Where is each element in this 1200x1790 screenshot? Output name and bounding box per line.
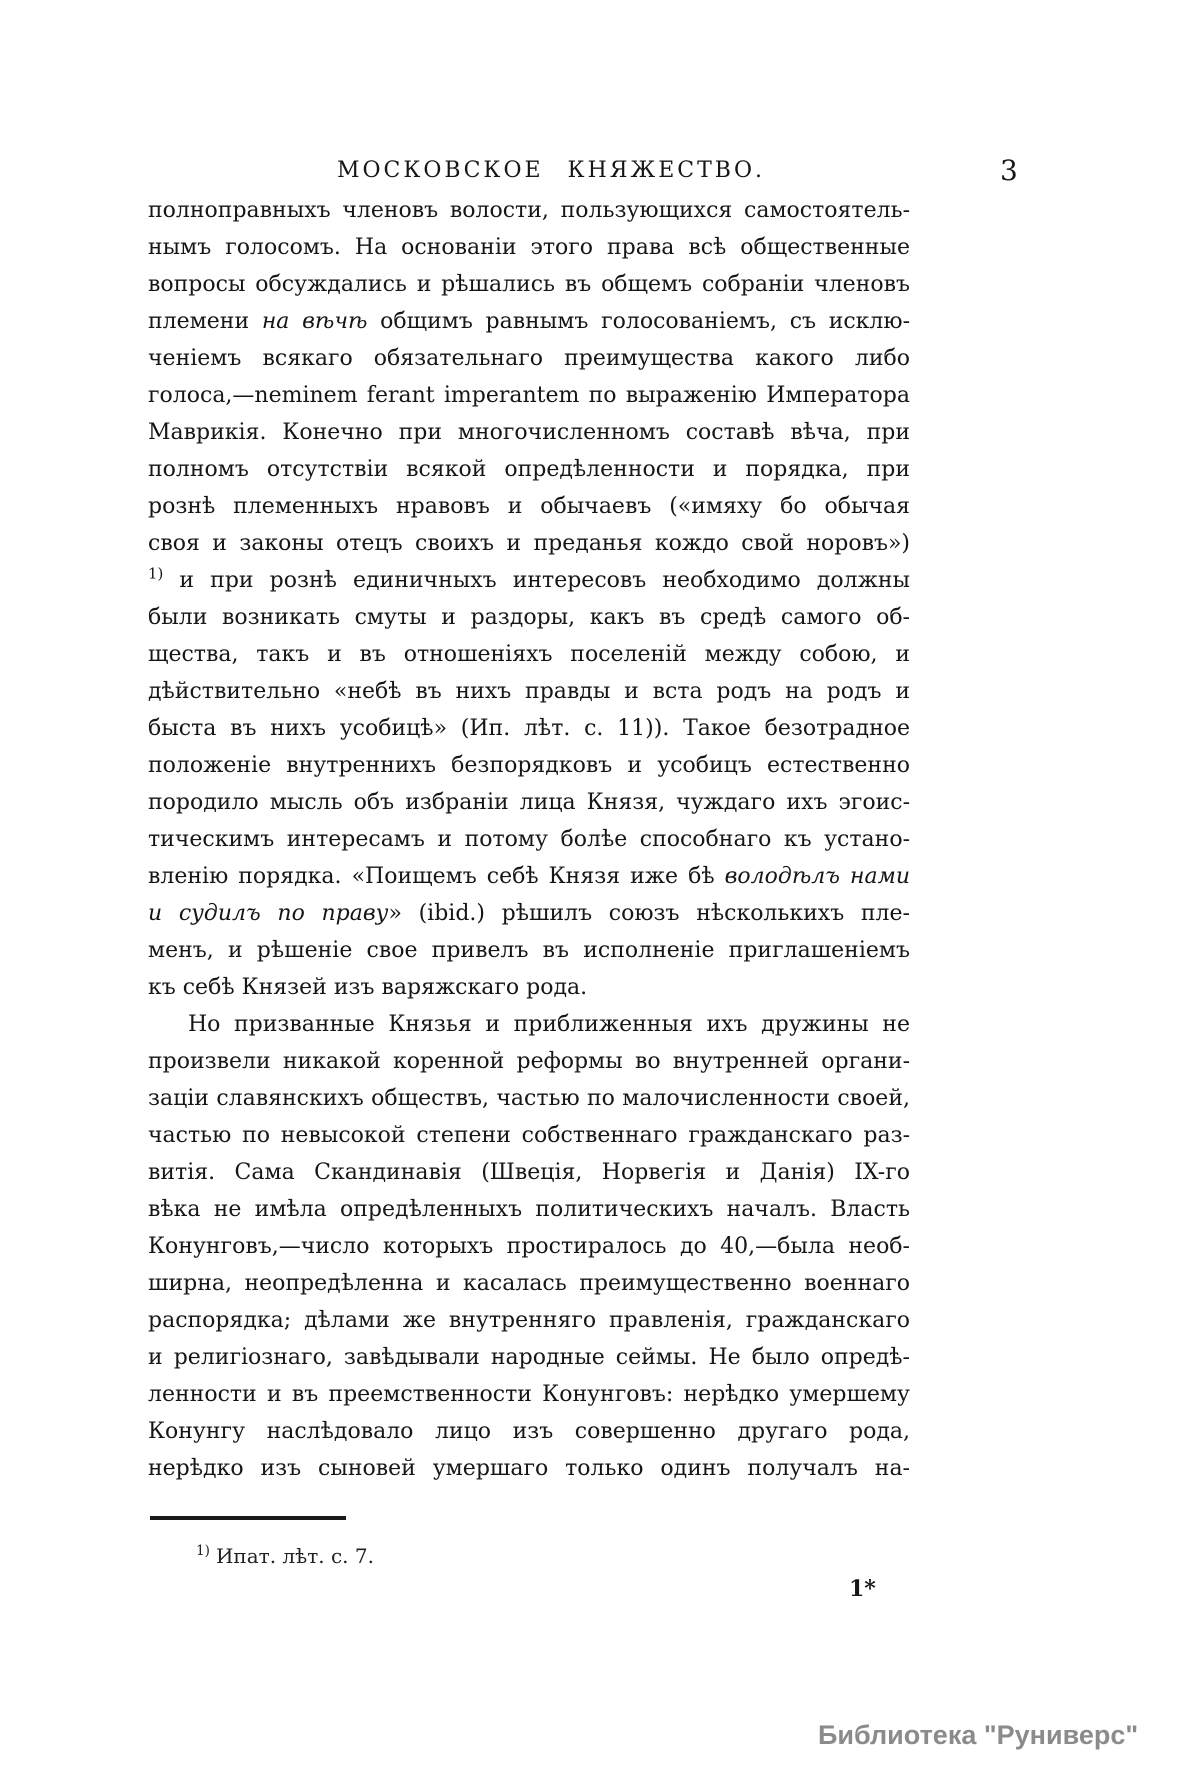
body-text bbox=[148, 192, 910, 1487]
text-line: частью по невысокой степени собственнаго гражданскаго раз- bbox=[148, 1123, 910, 1148]
text-line: къ себѣ Князей изъ варяжскаго рода. bbox=[148, 975, 588, 1000]
text-line: и судилъ по праву» (ibid.) рѣшилъ союзъ нѣсколькихъ пле- bbox=[148, 901, 910, 926]
text-line: нерѣдко изъ сыновей умершаго только одинъ получалъ на- bbox=[148, 1456, 910, 1481]
text-line: щества, такъ и въ отношеніяхъ поселеній между собою, и bbox=[148, 642, 910, 667]
text-line: были возникать смуты и раздоры, какъ въ средѣ самого об- bbox=[148, 605, 910, 630]
text-line: дѣйствительно «небѣ въ нихъ правды и вста родъ на родъ и bbox=[148, 679, 910, 704]
text-line: вопросы обсуждались и рѣшались въ общемъ собраніи членовъ bbox=[148, 272, 910, 297]
text-line: вѣка не имѣла опредѣленныхъ политическихъ началъ. Власть bbox=[148, 1197, 910, 1222]
text-line: Конунговъ,—число которыхъ простиралось до 40,—была необ- bbox=[148, 1234, 910, 1259]
text-line: ченіемъ всякаго обязательнаго преимущества какого либо bbox=[148, 346, 910, 371]
text-line: ленности и въ преемственности Конунговъ: нерѣдко умершему bbox=[148, 1382, 910, 1407]
footnote-text: Ипат. лѣт. с. 7. bbox=[215, 1544, 374, 1568]
footnote-rule bbox=[150, 1516, 346, 1520]
text-line: $^{1)}$ и при рознѣ единичныхъ интересовъ необходимо должны bbox=[148, 564, 910, 593]
text-line: Маврикія. Конечно при многочисленномъ составѣ вѣча, при bbox=[148, 420, 910, 445]
watermark: Библиотека "Руниверс" bbox=[818, 1720, 1139, 1750]
text-line: Но призванные Князья и приближенныя ихъ дружины не bbox=[188, 1012, 910, 1037]
text-line: положеніе внутреннихъ безпорядковъ и усобицъ естественно bbox=[148, 753, 910, 778]
text-line: распорядка; дѣлами же внутренняго правленія, гражданскаго bbox=[148, 1308, 910, 1333]
signature-mark: 1* bbox=[849, 1576, 876, 1602]
text-line: полноправныхъ членовъ волости, пользующихся самостоятель- bbox=[148, 198, 910, 223]
footnote bbox=[196, 1544, 374, 1568]
text-line: заціи славянскихъ обществъ, частью по малочисленности своей, bbox=[148, 1086, 910, 1111]
text-line: произвели никакой коренной реформы во внутренней органи- bbox=[148, 1049, 910, 1074]
text-line: полномъ отсутствіи всякой опредѣленности и порядка, при bbox=[148, 457, 910, 482]
text-line: племени на вѣчѣ общимъ равнымъ голосованіемъ, съ исклю- bbox=[148, 309, 910, 334]
footnote-marker: 1) bbox=[196, 1543, 210, 1560]
text-line: тическимъ интересамъ и потому болѣе способнаго къ устано- bbox=[148, 827, 910, 852]
running-title: МОСКОВСКОЕ КНЯЖЕСТВО. bbox=[336, 158, 766, 183]
text-line: голоса,—neminem ferant imperantem по выраженію Императора bbox=[148, 383, 910, 408]
page-number: 3 bbox=[1000, 154, 1018, 187]
text-line: Конунгу наслѣдовало лицо изъ совершенно другаго рода, bbox=[148, 1419, 910, 1444]
text-line: витія. Сама Скандинавія (Швеція, Норвегія и Данія) IX-го bbox=[148, 1160, 910, 1185]
text-line: и религіознаго, завѣдывали народные сеймы. Не было опредѣ- bbox=[148, 1345, 910, 1370]
text-line: ширна, неопредѣленна и касалась преимущественно военнаго bbox=[148, 1271, 910, 1296]
text-line: рознѣ племенныхъ нравовъ и обычаевъ («имяху бо обычая bbox=[148, 494, 910, 519]
text-line: быста въ нихъ усобицѣ» (Ип. лѣт. с. 11)). Такое безотрадное bbox=[148, 716, 910, 741]
text-line: породило мысль объ избраніи лица Князя, чуждаго ихъ эгоис- bbox=[148, 790, 910, 815]
text-line: вленію порядка. «Поищемъ себѣ Князя иже бѣ володѣлъ нами bbox=[148, 864, 910, 889]
text-line: своя и законы отецъ своихъ и преданья кождо свой норовъ») bbox=[148, 531, 910, 556]
text-line: менъ, и рѣшеніе свое привелъ въ исполненіе приглашеніемъ bbox=[148, 938, 910, 963]
text-line: нымъ голосомъ. На основаніи этого права всѣ общественные bbox=[148, 235, 910, 260]
